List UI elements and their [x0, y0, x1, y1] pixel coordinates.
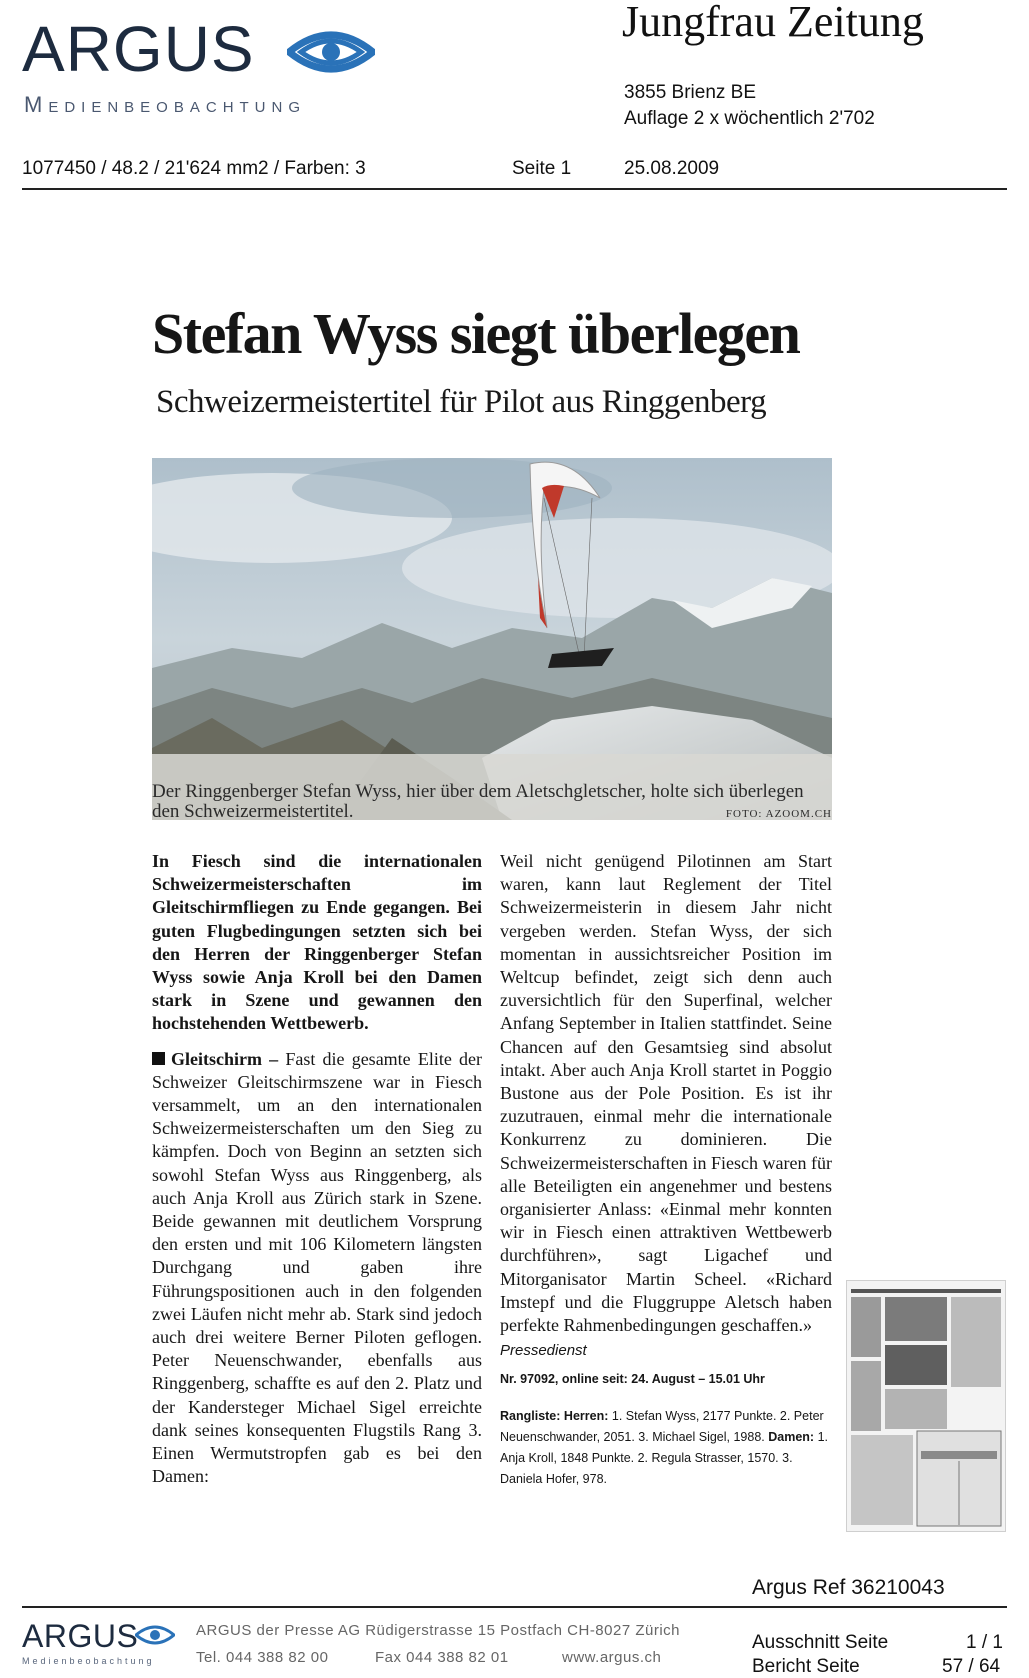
ausschnitt-value: 1 / 1	[966, 1632, 1003, 1653]
argus-reference: Argus Ref 36210043	[752, 1576, 945, 1599]
footer-eye-icon	[135, 1622, 175, 1648]
article-body-left	[152, 1048, 482, 1489]
women-label: Damen:	[768, 1429, 815, 1444]
bericht-value: 57 / 64	[942, 1656, 1001, 1677]
footer-fax: Fax 044 388 82 01	[375, 1649, 509, 1666]
article-body-right: Weil nicht genügend Pilotinnen am Start waren, kann laut Reglement der Titel Schweizermeisterin in diesem Jahr nicht vergeben werden. Stefan Wyss, der sich momentan in aussichtsreicher Position im Weltcup befindet, zeigt sich denn auch zuversichtlich für den Superfinal, welcher Anfang September in Italien stattfindet. Seine Chancen auf den Gesamtsieg sind absolut intakt. Aber auch Anja Kroll startet in Poggio Bustone aus der Pole Position. Es ist ihr zuzutrauen, einmal mehr die internationale Konkurrenz zu dominieren. Die Schweizermeisterschaften in Fiesch waren für alle Beteiligten ein angenehmer und bestens organisierter Anlass: «Einmal mehr konnten wir in Fiesch einen attraktiven Wettbewerb durchführen», sagt Ligachef und Mitorganisator Martin Scheel. «Richard Imstepf und die Fluggruppe Aletsch haben perfekte Rahmenbedingungen geschaffen.»	[500, 851, 832, 1336]
article-subheadline: Schweizermeistertitel für Pilot aus Ringgenberg	[156, 384, 767, 420]
women-results: 1. Anja Kroll, 1848 Punkte. 2. Regula Strasser, 1570. 3. Daniela Hofer, 978.	[500, 1429, 829, 1486]
footer-website: www.argus.ch	[562, 1649, 662, 1666]
argus-logo-subtitle: Medienbeobachtung	[24, 92, 307, 117]
footer-argus-logo-word: ARGUS	[22, 1618, 139, 1654]
paraglider-photo	[152, 458, 832, 820]
bericht-label: Bericht Seite	[752, 1656, 860, 1677]
footer-address: ARGUS der Presse AG Rüdigerstrasse 15 Postfach CH-8027 Zürich	[196, 1622, 681, 1639]
men-label: Herren:	[563, 1408, 609, 1423]
article-body-left-text: Fast die gesamte Elite der Schweizer Gleitschirmszene war in Fiesch versammelt, um an den internationalen Schweizermeisterschaften um den Sieg zu kämpfen. Doch von Beginn an setzten sich sowohl Stefan Wyss aus Ringgenberg, als auch Anja Kroll aus Zürich stark in Szene. Beide gewannen mit deutlichem Vorsprung den ersten und mit 106 Kilometern längsten Durchgang und gaben ihre Führungspositionen auch in den folgenden zwei Läufen nicht mehr ab. Stark sind jedoch auch drei weitere Berner Piloten geflogen. Peter Neuenschwander, ebenfalls aus Ringgenberg, schaffte es auf den 2. Platz und der Kandersteger Michael Sigel erreichte dank seines konsequenten Flugstils Rang 3. Einen Wermutstropfen gab es bei den Damen:	[152, 1048, 482, 1487]
photo-credit: FOTO: AZOOM.CH	[725, 808, 832, 820]
photo-caption-text: Der Ringgenberger Stefan Wyss, hier über dem Aletschgletscher, holte sich überlegen den Schweizermeistertitel.	[152, 781, 804, 822]
footer-phone: Tel. 044 388 82 00	[196, 1649, 329, 1666]
footer-divider	[22, 1606, 1007, 1608]
newspaper-name: Jungfrau Zeitung	[622, 0, 924, 46]
article-headline: Stefan Wyss siegt überlegen	[152, 301, 800, 366]
eye-icon	[287, 24, 375, 80]
article-results	[500, 1406, 832, 1490]
page-thumbnail-image	[847, 1281, 1005, 1531]
article-kicker: Gleitschirm –	[171, 1048, 279, 1069]
article-column-right	[500, 850, 832, 1490]
argus-logo	[22, 13, 382, 117]
ausschnitt-label: Ausschnitt Seite	[752, 1632, 889, 1653]
photo-caption	[152, 782, 832, 822]
ranking-label: Rangliste:	[500, 1408, 561, 1423]
newspaper-location: 3855 Brienz BE	[624, 82, 757, 103]
argus-logo-word: ARGUS	[22, 13, 255, 85]
clipping-meta: 1077450 / 48.2 / 21'624 mm2 / Farben: 3	[22, 158, 366, 179]
header-divider	[22, 188, 1007, 190]
article-online-info: Nr. 97092, online seit: 24. August – 15.01 Uhr	[500, 1372, 765, 1387]
clipping-page: Seite 1	[512, 158, 572, 179]
square-bullet-icon	[152, 1052, 165, 1065]
men-results: 1. Stefan Wyss, 2177 Punkte. 2. Peter Neuenschwander, 2051. 3. Michael Sigel, 1988.	[500, 1408, 824, 1444]
newspaper-circulation: Auflage 2 x wöchentlich 2'702	[624, 108, 875, 129]
article-column-left	[152, 850, 482, 1488]
clipping-date: 25.08.2009	[624, 158, 720, 179]
article-photo	[152, 458, 832, 820]
article-lead: In Fiesch sind die internationalen Schweizermeisterschaften im Gleitschirmfliegen zu Ende gegangen. Bei guten Flugbedingungen setzten sich bei den Herren der Ringgenberger Stefan Wyss sowie Anja Kroll bei den Damen stark in Szene und gewannen den hochstehenden Wettbewerb.	[152, 851, 482, 1034]
footer-argus-logo-subtitle: Medienbeobachtung	[22, 1656, 155, 1666]
article-agency: Pressedienst	[500, 1342, 587, 1360]
page-thumbnail	[846, 1280, 1006, 1532]
